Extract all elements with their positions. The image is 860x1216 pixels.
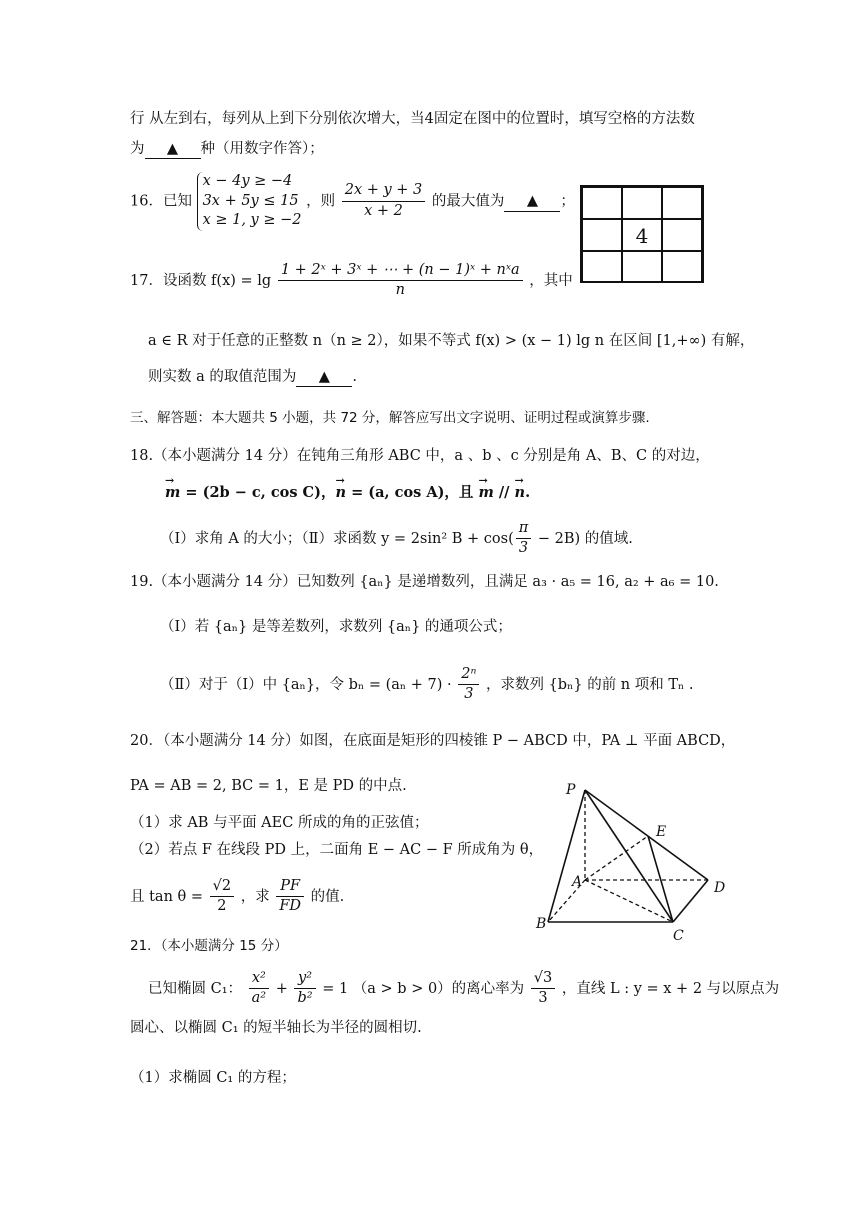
q17-line-3 [148, 369, 357, 387]
edge-CD [673, 880, 708, 922]
q19-l3-post: ，求数列 {bₙ} 的前 n 项和 Tₙ . [485, 676, 694, 693]
grid-cell [582, 219, 622, 251]
q16-post: 的最大值为 [431, 193, 505, 210]
q21-l2-post: ，直线 L : y = x + 2 与以原点为 [561, 980, 780, 997]
q18-three: 3 [518, 540, 529, 557]
q17-fraction [278, 262, 523, 300]
q20-fraction-1 [210, 878, 234, 916]
q20-l5-pre: 且 tan θ = [130, 888, 204, 905]
pyramid-figure [530, 780, 740, 950]
label-P: P [566, 782, 576, 798]
q21-f2-num: y² [294, 970, 315, 989]
q19-line-3 [160, 666, 694, 704]
vector-m-2: → m [478, 484, 493, 501]
q17-line-3-pre: 则实数 a 的取值范围为 [148, 369, 297, 385]
q16-ineq-2: 3x + 5y ≤ 15 [202, 192, 299, 209]
q21-line-3: 圆心、以椭圆 C₁ 的短半轴长为半径的圆相切. [130, 1020, 422, 1036]
label-E: E [656, 824, 667, 840]
label-D: D [714, 880, 726, 896]
q19-frac-denominator: 3 [464, 686, 474, 703]
q18-line-2 [165, 484, 530, 501]
q16-mid: ，则 [306, 193, 336, 210]
q21-line-1: 21．（本小题满分 15 分） [130, 938, 288, 954]
q20-f1-den: 2 [217, 898, 227, 915]
q17-post: ，其中 [529, 272, 573, 289]
q20-l5-mid: ，求 [240, 888, 270, 905]
grid-cell [622, 251, 662, 283]
edge-PC [585, 790, 673, 922]
grid-cell [622, 187, 662, 219]
q20-fraction-2 [276, 878, 304, 916]
q20-f2-num: PF [276, 878, 304, 897]
q19-fraction [458, 666, 479, 704]
edge-EC [648, 836, 673, 922]
answer-blank-15: ▲ [145, 141, 201, 159]
q21-eq: = 1 （a > b > 0）的离心率为 [322, 980, 525, 997]
text-line-1: 行 从左到右，每列从上到下分别依次增大，当4固定在图中的位置时，填写空格的方法数 [130, 111, 695, 127]
q20-line-2: PA = AB = 2, BC = 1，E 是 PD 的中点. [130, 778, 407, 794]
vector-n: → n [335, 484, 346, 501]
q18-l3-pre: （Ⅰ）求角 A 的大小；（Ⅱ）求函数 y = 2sin² B + cos( [160, 530, 514, 547]
q19-line-1: 19.（本小题满分 14 分）已知数列 {aₙ} 是递增数列，且满足 a₃ · a₅ = 16, a₂ + a₆ = 10. [130, 574, 719, 590]
q17-line-3-end: . [352, 369, 357, 385]
q18-line-1: 18.（本小题满分 14 分）在钝角三角形 ABC 中，a 、b 、c 分别是角 A、B、C 的对边， [130, 448, 710, 464]
q21-line-2 [148, 970, 779, 1008]
q21-plus: + [275, 980, 288, 997]
q17-frac-denominator: n [395, 282, 405, 299]
q20-line-4: （2）若点 F 在线段 PD 上，二面角 E − AC − F 所成角为 θ， [130, 842, 544, 858]
grid-cell-four: 4 [622, 219, 662, 251]
vector-n-2: → n [515, 484, 526, 501]
grid-cell [662, 251, 702, 283]
q20-line-5 [130, 878, 344, 916]
q18-l2d: = (a, cos A)，且 [346, 484, 479, 501]
q20-f2-den: FD [279, 898, 302, 915]
q18-l2h: . [525, 484, 531, 501]
q21-f1-num: x² [249, 970, 269, 989]
q19-frac-numerator: 2ⁿ [458, 666, 479, 685]
q20-f1-num: √2 [210, 878, 234, 897]
q19-line-2: （Ⅰ）若 {aₙ} 是等差数列，求数列 {aₙ} 的通项公式； [160, 619, 512, 635]
q19-l3-pre: （Ⅱ）对于（Ⅰ）中 {aₙ}，令 bₙ = (aₙ + 7) · [160, 676, 452, 693]
q16-frac-denominator: x + 2 [364, 202, 403, 219]
q21-f1-den: a² [251, 990, 267, 1007]
q21-x2-over-a2 [249, 970, 269, 1008]
q21-y2-over-b2 [294, 970, 315, 1008]
grid-cell [582, 251, 622, 283]
q20-line-3: （1）求 AB 与平面 AEC 所成的角的正弦值； [130, 815, 429, 831]
q16-ineq-3: x ≥ 1, y ≥ −2 [202, 212, 302, 229]
grid-cell [662, 219, 702, 251]
answer-blank-16: ▲ [504, 193, 560, 211]
grid-cell [582, 187, 622, 219]
text-line-2-post: 种（用数字作答）； [200, 141, 324, 157]
q18-pi-over-3 [516, 520, 532, 558]
number-grid [580, 185, 704, 283]
label-B: B [536, 916, 547, 932]
q21-f2-den: b² [297, 990, 313, 1007]
q16-fraction [342, 182, 426, 220]
q21-f3-den: 3 [538, 990, 548, 1007]
q21-root3-over-3 [531, 970, 555, 1008]
section-3-heading: 三、解答题：本大题共 5 小题，共 72 分，解答应写出文字说明、证明过程或演算步骤. [130, 410, 650, 426]
grid-cell [662, 187, 702, 219]
q21-line-4: （1）求椭圆 C₁ 的方程； [130, 1070, 296, 1086]
q17-line-2: a ∈ R 对于任意的正整数 n（n ≥ 2），如果不等式 f(x) > (x − 1) lg n 在区间 [1,+∞) 有解， [148, 333, 755, 349]
q21-l2-pre: 已知椭圆 C₁： [148, 980, 243, 997]
q20-l5-post: 的值. [310, 888, 345, 905]
label-C: C [673, 928, 684, 944]
answer-blank-17: ▲ [296, 369, 352, 387]
q17-pre: 17．设函数 f(x) = lg [130, 272, 272, 289]
q18-l3-post: − 2B) 的值域. [533, 530, 633, 547]
edge-AE [585, 836, 648, 880]
q16-end: ； [560, 193, 575, 210]
question-16 [130, 172, 575, 231]
q16-ineq-1: x − 4y ≥ −4 [202, 173, 293, 189]
q16-frac-numerator: 2x + y + 3 [342, 182, 426, 201]
q18-l2f: // [493, 484, 515, 501]
q17-frac-numerator: 1 + 2ˣ + 3ˣ + ⋯ + (n − 1)ˣ + nˣa [278, 262, 523, 281]
edge-PB [548, 790, 585, 922]
label-A: A [572, 874, 583, 890]
q21-f3-num: √3 [531, 970, 555, 989]
question-17 [130, 262, 573, 300]
text-line-2-pre: 为 [130, 141, 145, 157]
q20-line-1: 20．（本小题满分 14 分）如图，在底面是矩形的四棱锥 P − ABCD 中，PA ⊥ 平面 ABCD， [130, 733, 736, 749]
q16-number: 16．已知 [130, 193, 192, 210]
q18-l2b: = (2b − c, cos C)， [180, 484, 336, 501]
vector-m: → m [165, 484, 180, 501]
q18-line-3 [160, 520, 633, 558]
q18-pi: π [516, 520, 532, 539]
q16-system [197, 172, 302, 231]
text-line-2 [130, 141, 324, 159]
